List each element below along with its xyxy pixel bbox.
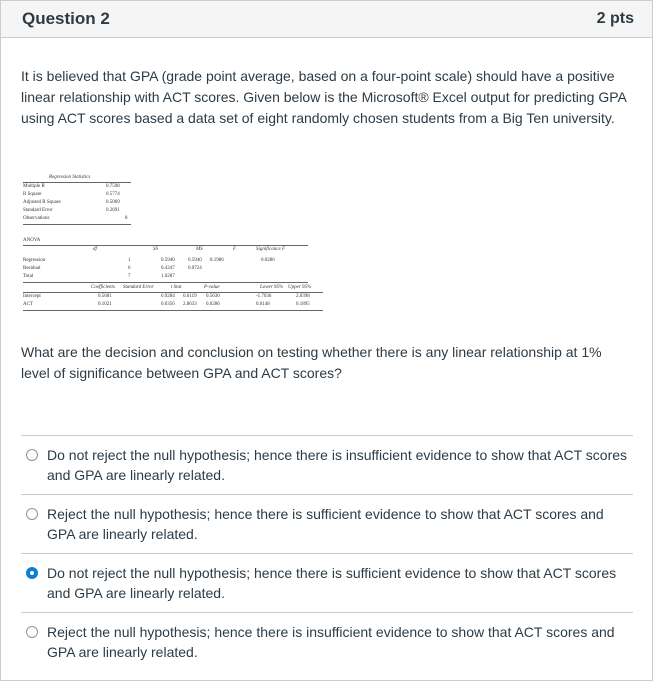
reg-stats-header: Regression Statistics <box>49 175 91 180</box>
coef-cell: 0.0286 <box>206 302 220 307</box>
coef-cell: 0.5681 <box>98 294 112 299</box>
anova-header: df <box>93 247 97 252</box>
coef-cell: 0.0148 <box>256 302 270 307</box>
coef-header: P-value <box>204 285 220 290</box>
answer-option[interactable] <box>21 494 633 553</box>
coef-row-label: ACT <box>23 302 33 307</box>
question-header <box>1 1 652 38</box>
anova-row-label: Regression <box>23 258 46 263</box>
reg-stat-label: Multiple R <box>23 184 45 189</box>
answer-text[interactable]: Do not reject the null hypothesis; hence there is sufficient evidence to show that ACT scores and GPA are linearly related. <box>47 565 617 601</box>
anova-cell: 1.0287 <box>161 274 175 279</box>
coef-cell: 0.5630 <box>206 294 220 299</box>
anova-cell: 1 <box>128 258 131 263</box>
question-title: Question 2 <box>22 9 110 28</box>
radio-button[interactable] <box>26 626 38 638</box>
coef-cell: 0.1895 <box>296 302 310 307</box>
anova-header: MS <box>196 247 203 252</box>
reg-stat-value: 0.5774 <box>106 192 120 197</box>
answer-option[interactable] <box>21 435 633 494</box>
answer-text[interactable]: Reject the null hypothesis; hence there is insufficient evidence to show that ACT scores and GPA are linearly related. <box>47 624 615 660</box>
answer-text[interactable]: Reject the null hypothesis; hence there is sufficient evidence to show that ACT scores and GPA are linearly related. <box>47 506 604 542</box>
radio-button[interactable] <box>26 508 38 520</box>
anova-cell: 0.0724 <box>188 266 202 271</box>
anova-cell: 0.0286 <box>261 258 275 263</box>
coef-header: Upper 95% <box>288 285 312 290</box>
coef-cell: 0.0356 <box>161 302 175 307</box>
anova-cell: 6 <box>128 266 131 271</box>
reg-stat-value: 8 <box>125 216 128 221</box>
anova-header: F <box>233 247 237 252</box>
question-body <box>21 66 633 129</box>
answer-list <box>21 435 633 671</box>
answer-option[interactable] <box>21 553 633 612</box>
coef-header: Lower 95% <box>260 285 284 290</box>
coef-cell: 0.9284 <box>161 294 175 299</box>
anova-row-label: Total <box>23 274 34 279</box>
coef-header: Standard Error <box>123 285 154 290</box>
question-prompt: What are the decision and conclusion on testing whether there is any linear relationship at 1% level of significance between GPA and ACT scores? <box>21 344 602 381</box>
excel-regression-output <box>23 172 323 322</box>
anova-header: SS <box>153 247 158 252</box>
radio-button-selected[interactable] <box>26 567 38 579</box>
coef-cell: 2.8633 <box>183 302 197 307</box>
question-intro: It is believed that GPA (grade point average, based on a four-point scale) should have a positive linear relationship with ACT scores. Given below is the Microsoft® Excel output for predicting GPA using ACT scores based a data set of eight randomly chosen students from a Big Ten university. <box>21 68 627 126</box>
reg-stat-value: 0.5069 <box>106 200 120 205</box>
anova-header: Significance F <box>256 247 286 252</box>
reg-stat-value: 0.7598 <box>106 184 120 189</box>
coef-cell: 0.6119 <box>183 294 197 299</box>
coef-cell: 0.1021 <box>98 302 112 307</box>
coef-header: Coefficients <box>91 285 115 290</box>
coef-cell: -1.7036 <box>256 294 272 299</box>
anova-label: ANOVA <box>23 238 41 243</box>
anova-cell: 8.1986 <box>210 258 224 263</box>
reg-stat-label: R Square <box>23 192 42 197</box>
reg-stat-label: Observations <box>23 216 50 221</box>
answer-text[interactable]: Do not reject the null hypothesis; hence there is insufficient evidence to show that ACT scores and GPA are linearly related. <box>47 447 628 483</box>
anova-cell: 0.5940 <box>188 258 202 263</box>
reg-stat-label: Standard Error <box>23 208 53 213</box>
answer-option[interactable] <box>21 612 633 671</box>
coef-header: t Stat <box>171 285 182 290</box>
radio-button[interactable] <box>26 449 38 461</box>
anova-cell: 0.4347 <box>161 266 175 271</box>
coef-row-label: Intercept <box>23 294 41 299</box>
anova-cell: 7 <box>128 274 131 279</box>
coef-cell: 2.8398 <box>296 294 310 299</box>
reg-stat-value: 0.2691 <box>106 208 120 213</box>
anova-cell: 0.5940 <box>161 258 175 263</box>
reg-stat-label: Adjusted R Square <box>23 200 61 205</box>
anova-row-label: Residual <box>23 266 41 271</box>
question-points: 2 pts <box>596 10 634 27</box>
